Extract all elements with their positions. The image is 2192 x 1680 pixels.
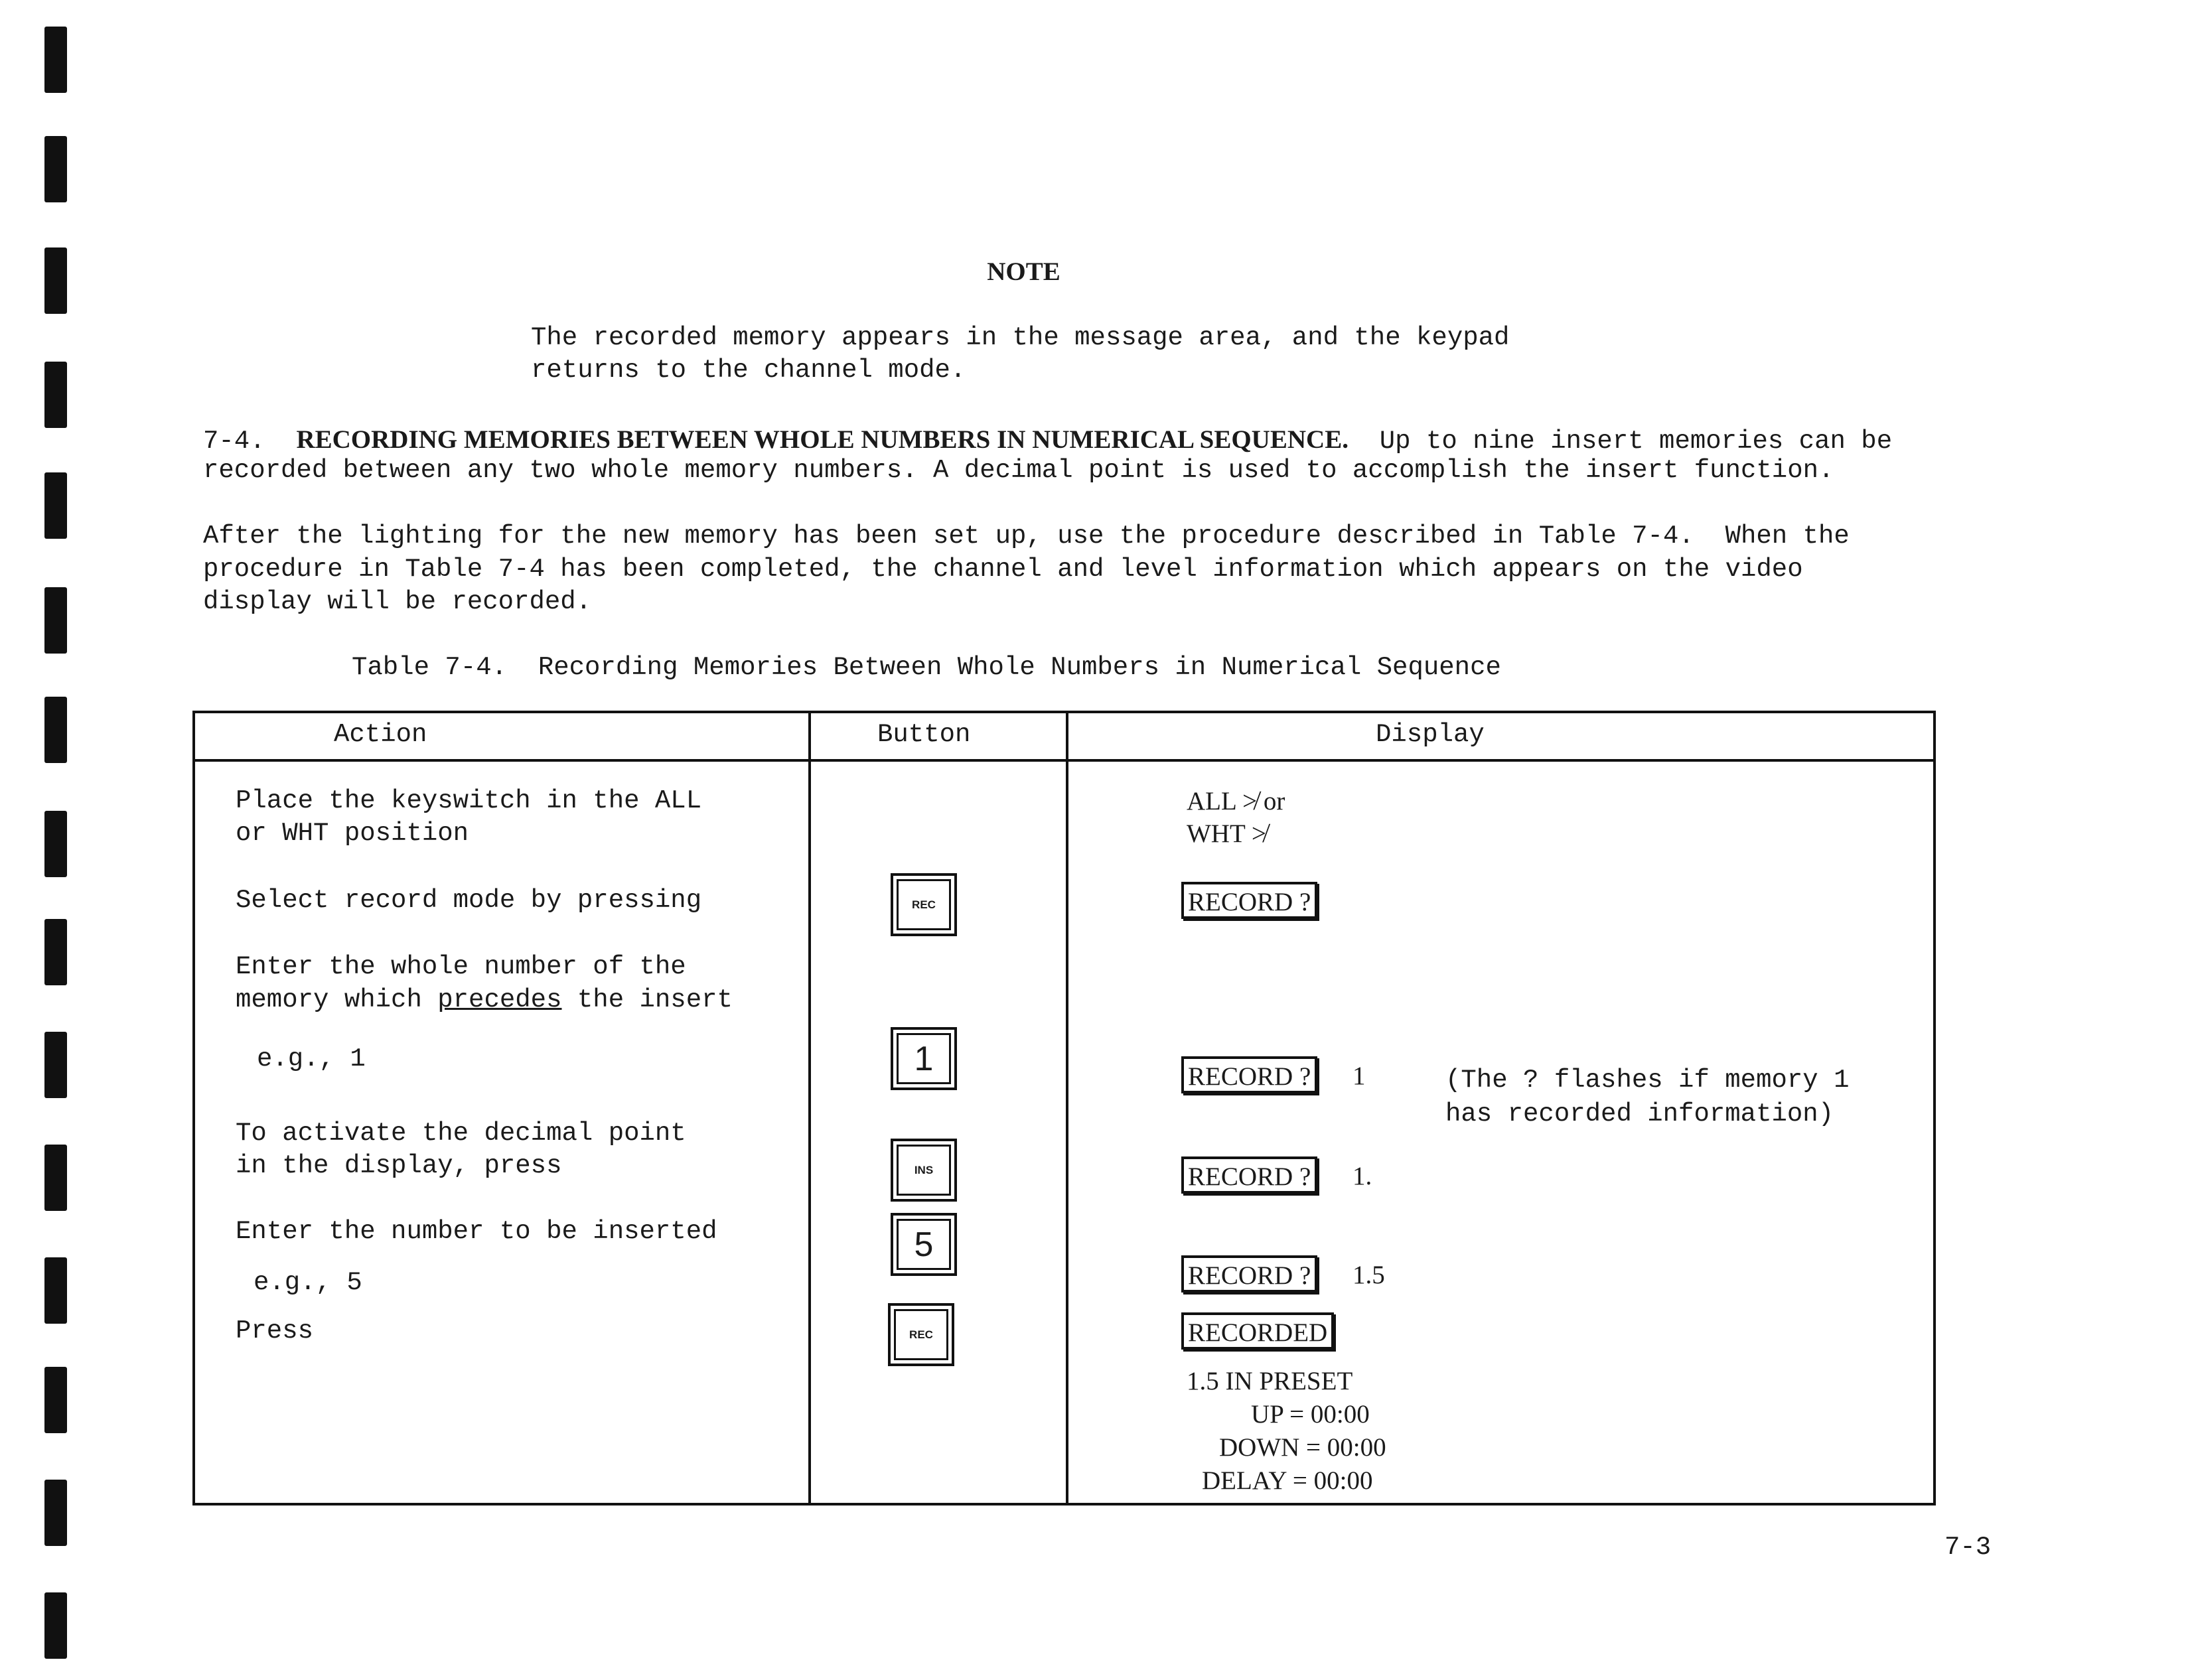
display-preset: 1.5 IN PRESET [1187,1367,1353,1395]
display-record-box: RECORD ? [1181,1255,1317,1293]
action-select-record: Select record mode by pressing [236,886,702,915]
paragraph-line-2: procedure in Table 7-4 has been completed, the channel and level information which appears on the video [203,555,1803,584]
page-number: 7-3 [1944,1533,1992,1562]
underlined-word: precedes [437,985,562,1015]
binder-punch-mark [44,1257,67,1324]
action-activate-line-2: in the display, press [236,1151,562,1180]
display-recorded-box: RECORDED [1181,1312,1334,1350]
rec-key-icon: REC [891,873,957,936]
table-header-divider [192,759,1936,762]
binder-punch-mark [44,1592,67,1659]
header-display: Display [1376,720,1485,749]
display-value: 1.5 [1352,1261,1385,1289]
section-heading-rest: Up to nine insert memories can be [1379,427,1893,456]
action-text: the insert [561,985,733,1015]
action-enter-whole-line-1: Enter the whole number of the [236,952,686,981]
action-text: memory which [236,985,438,1015]
note-line-2: returns to the channel mode. [531,356,966,385]
display-delay: DELAY = 00:00 [1202,1466,1373,1495]
display-flash-note-line-1: (The ? flashes if memory 1 [1445,1066,1850,1095]
binder-punch-mark [44,472,67,539]
number-5-key-icon: 5 [891,1213,957,1276]
binder-punch-mark [44,27,67,93]
action-enter-whole-line-2 [236,987,733,1013]
display-record-box: RECORD ? [1181,882,1317,919]
header-action: Action [334,720,427,749]
section-title: RECORDING MEMORIES BETWEEN WHOLE NUMBERS IN NUMERICAL SEQUENCE. [296,425,1349,454]
binder-punch-mark [44,587,67,654]
action-activate-line-1: To activate the decimal point [236,1119,686,1148]
display-value: 1. [1352,1162,1372,1190]
display-record-box: RECORD ? [1181,1056,1317,1093]
section-line-2: recorded between any two whole memory numbers. A decimal point is used to accomplish the insert function. [203,456,1834,485]
binder-punch-mark [44,136,67,202]
display-flash-note-line-2: has recorded information) [1445,1099,1834,1129]
action-example-5: e.g., 5 [254,1268,362,1297]
action-keyswitch-line-1: Place the keyswitch in the ALL [236,786,702,815]
binder-punch-mark [44,697,67,763]
table-caption: Table 7-4. Recording Memories Between Whole Numbers in Numerical Sequence [352,653,1501,682]
binder-punch-mark [44,1145,67,1211]
display-all: ALL ≯ or [1187,787,1285,815]
binder-punch-mark [44,362,67,428]
action-example-1: e.g., 1 [257,1044,366,1074]
display-value: 1 [1352,1062,1366,1090]
table-column-divider [1066,711,1068,1505]
table-column-divider [808,711,811,1505]
display-down: DOWN = 00:00 [1219,1433,1386,1462]
action-press: Press [236,1316,314,1346]
display-record-box: RECORD ? [1181,1156,1317,1194]
paragraph-line-3: display will be recorded. [203,587,592,616]
note-line-1: The recorded memory appears in the message area, and the keypad [531,323,1510,352]
binder-punch-mark [44,1367,67,1433]
section-heading-line [203,427,1892,455]
display-wht: WHT ≯ [1187,819,1266,848]
binder-punch-mark [44,811,67,877]
ins-key-icon: INS [891,1139,957,1202]
number-1-key-icon: 1 [891,1027,957,1090]
header-button: Button [877,720,971,749]
display-up: UP = 00:00 [1251,1400,1370,1429]
binder-punch-mark [44,1032,67,1098]
paragraph-line-1: After the lighting for the new memory has been set up, use the procedure described in Table 7-4. When the [203,522,1850,551]
binder-punch-mark [44,919,67,985]
section-number: 7-4. [203,427,265,456]
action-enter-insert: Enter the number to be inserted [236,1217,717,1246]
binder-punch-mark [44,1480,67,1546]
action-keyswitch-line-2: or WHT position [236,819,469,848]
note-title: NOTE [987,257,1060,286]
rec-key-icon: REC [888,1303,954,1366]
